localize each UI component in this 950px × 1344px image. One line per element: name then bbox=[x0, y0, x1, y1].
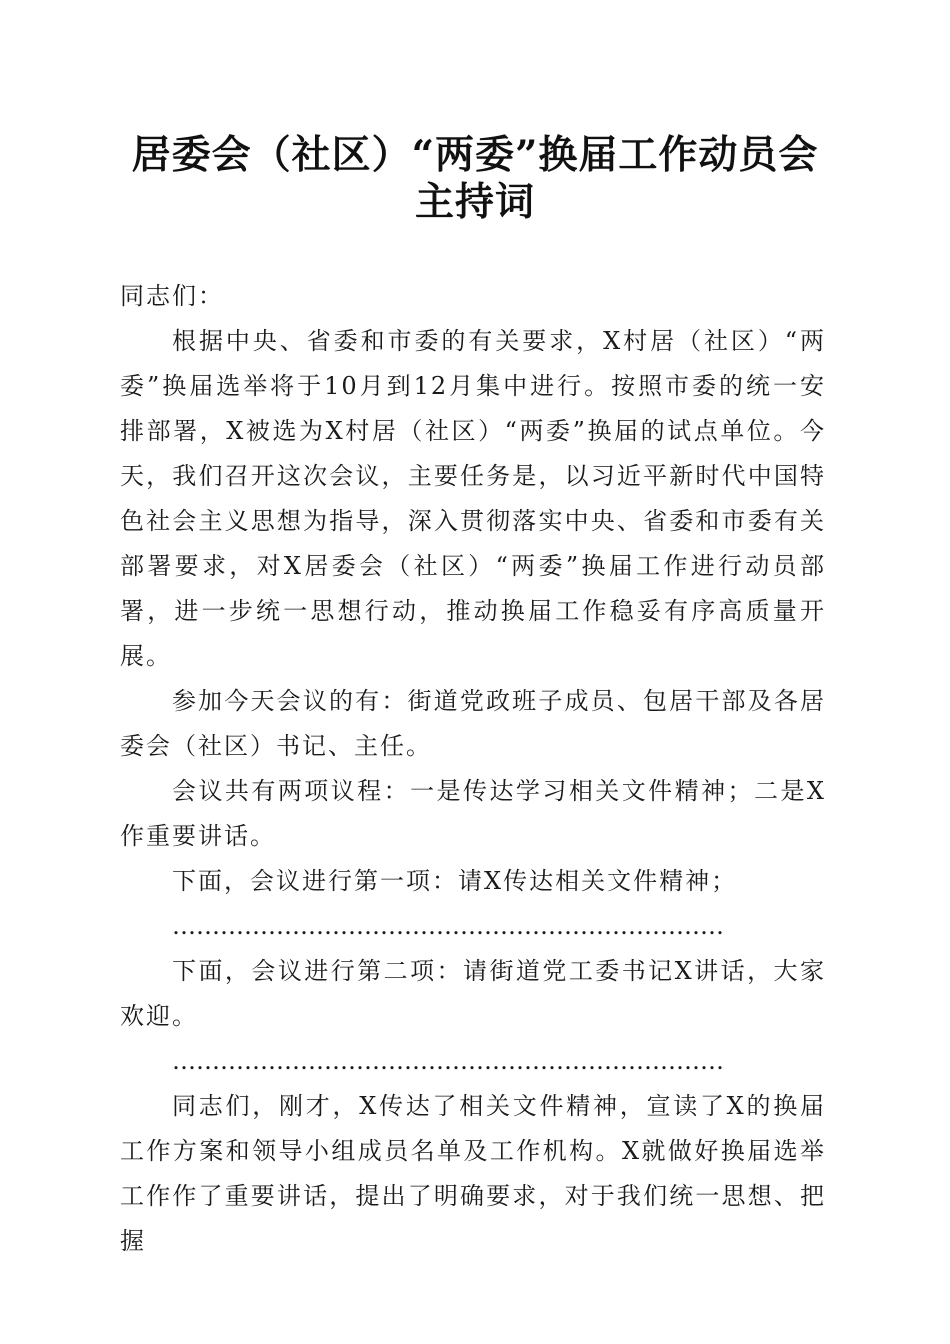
paragraph-item-two: 下面，会议进行第二项：请街道党工委书记X讲话，大家欢迎。 bbox=[120, 957, 826, 1030]
ellipsis-separator: …………………………………………………………… bbox=[172, 912, 724, 940]
salutation: 同志们： bbox=[120, 282, 224, 310]
paragraph-attendees: 参加今天会议的有：街道党政班子成员、包居干部及各居委会（社区）书记、主任。 bbox=[120, 687, 826, 760]
document-title: 居委会（社区）“两委”换届工作动员会主持词 bbox=[131, 132, 819, 225]
paragraph-background: 根据中央、省委和市委的有关要求，X村居（社区）“两委”换届选举将于10月到12月集中进行。按照市委的统一安排部署，X被选为X村居（社区）“两委”换届的试点单位。今天，我们召开这次会议，主要任务是，以习近平新时代中国特色社会主义思想为指导，深入贯彻落实中央、省委和市委有关部署要求，对X居委会（社区）“两委”换届工作进行动员部署，进一步统一思想行动，推动换届工作稳妥有序高质量开展。 bbox=[120, 327, 826, 670]
ellipsis-separator: …………………………………………………………… bbox=[172, 1047, 724, 1075]
paragraph-item-one: 下面，会议进行第一项：请X传达相关文件精神； bbox=[172, 867, 738, 895]
paragraph-summary: 同志们，刚才，X传达了相关文件精神，宣读了X的换届工作方案和领导小组成员名单及工作机构。X就做好换届选举工作作了重要讲话，提出了明确要求，对于我们统一思想、把握 bbox=[120, 1092, 826, 1255]
paragraph-agenda: 会议共有两项议程：一是传达学习相关文件精神；二是X作重要讲话。 bbox=[120, 777, 826, 850]
document-body bbox=[120, 274, 826, 1264]
